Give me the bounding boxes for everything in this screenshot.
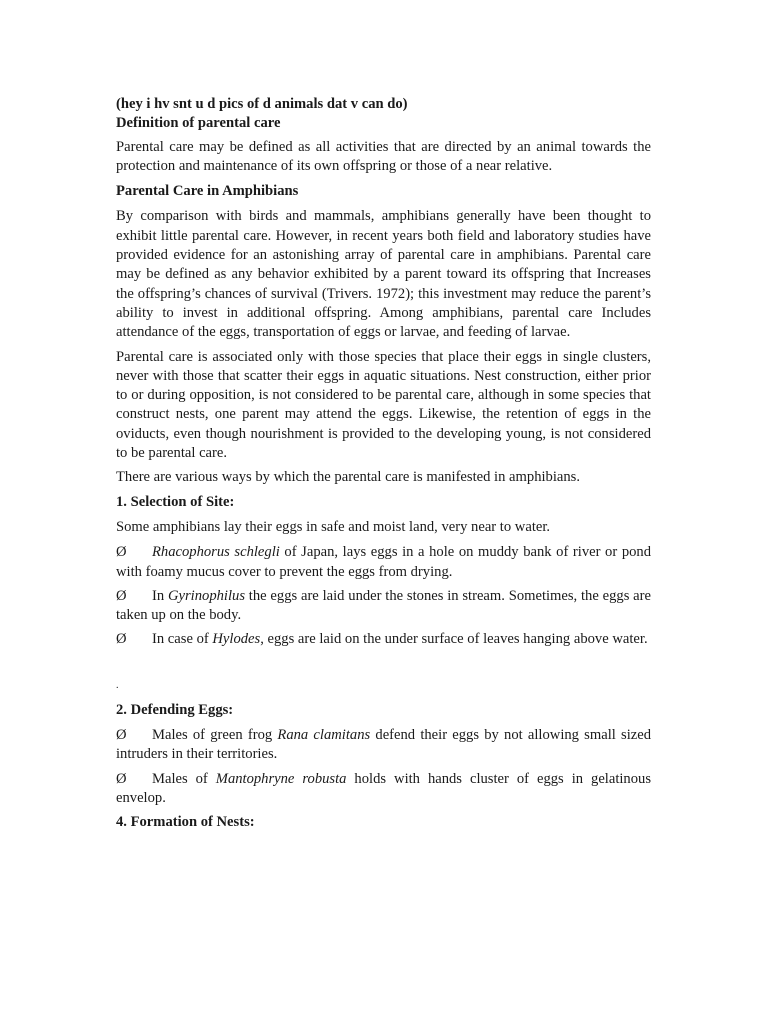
bullet-item [116, 726, 651, 765]
bullet-prefix: Males of green frog [152, 727, 278, 744]
bullet-item [116, 543, 651, 582]
bullet-text: , eggs are laid on the under surface of leaves hanging above water. [260, 631, 648, 648]
bullet-icon: Ø [116, 544, 127, 561]
amphibians-heading: Parental Care in Amphibians [116, 183, 299, 200]
bullet-text: defend their eggs by not allowing small sized intruders in their territories. [116, 727, 651, 763]
bullet-icon: Ø [116, 727, 127, 744]
blank-line [116, 655, 651, 676]
bullet-prefix: In [152, 587, 168, 604]
bullet-text: the eggs are laid under the stones in stream. Sometimes, the eggs are taken up on the body. [116, 587, 651, 624]
definition-paragraph: Parental care may be defined as all activities that are directed by an animal towards the protection and maintenance of its own offspring or those of a near relative. [116, 138, 651, 174]
section-1-heading: 1. Selection of Site: [116, 493, 235, 510]
definition-heading: Definition of parental care [116, 115, 281, 132]
note-line: (hey i hv snt u d pics of d animals dat v can do) [116, 96, 408, 112]
species-name: Rhacophorus schlegli [152, 544, 280, 561]
species-name: Rana clamitans [277, 727, 371, 744]
bullet-prefix: In case of [152, 631, 213, 648]
amphibians-paragraph-1: By comparison with birds and mammals, amphibians generally have been thought to exhibit little parental care. However, in recent years both field and laboratory studies have provided evidence for an astonishing array of parental care in amphibians. Parental care may be defined as any behavior exhibited by a parent toward its offspring that Increases the offspring’s chances of survival (Trivers. 1972); this investment may reduce the parent’s ability to invest in additional offspring. Among amphibians, parental care Includes attendance of the eggs, transportation of eggs or larvae, and feeding of larvae. [116, 208, 651, 341]
bullet-icon: Ø [116, 770, 127, 787]
section-2-heading: 2. Defending Eggs: [116, 701, 234, 718]
species-name: Gyrinophilus [167, 587, 245, 604]
document-page [116, 95, 651, 833]
bullet-text: of Japan, lays eggs in a hole on muddy bank of river or pond with foamy mucus cover to prevent the eggs from drying. [116, 544, 652, 580]
bullet-item [116, 770, 651, 809]
amphibians-paragraph-3: There are various ways by which the parental care is manifested in amphibians. [116, 469, 580, 486]
bullet-icon: Ø [116, 631, 127, 648]
amphibians-paragraph-2: Parental care is associated only with those species that place their eggs in single clusters, never with those that scatter their eggs in aquatic situations. Nest construction, either prior to or during opposition, is not considered to be parental care, although in some species that construct nests, one parent may attend the eggs. Likewise, the retention of eggs in the oviducts, even though nourishment is provided to the developing young, is not considered to be parental care. [116, 348, 651, 462]
bullet-icon: Ø [116, 587, 127, 604]
section-4-heading: 4. Formation of Nests: [116, 814, 255, 831]
species-name: Hylodes [212, 631, 261, 648]
bullet-prefix: Males of [152, 770, 216, 787]
stray-dot: . [116, 679, 119, 691]
bullet-item [116, 630, 651, 649]
bullet-text: holds with hands cluster of eggs in gelatinous envelop. [116, 770, 652, 806]
section-1-intro: Some amphibians lay their eggs in safe and moist land, very near to water. [116, 518, 551, 535]
species-name: Mantophryne robusta [215, 770, 347, 787]
bullet-item [116, 587, 651, 626]
